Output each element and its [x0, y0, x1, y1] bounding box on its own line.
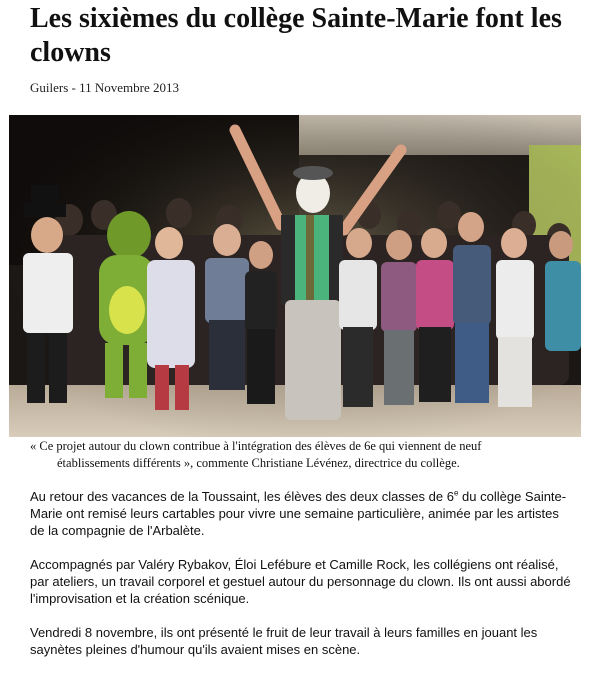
photo-caption [30, 438, 560, 472]
dateline: Guilers - 11 Novembre 2013 [30, 80, 179, 95]
photo-illustration [9, 115, 581, 437]
article-body [30, 488, 575, 675]
paragraph-3: Vendredi 8 novembre, ils ont présenté le fruit de leur travail à leurs familles en jouant les saynètes pleines d'humour qu'ils avaient mises en scène. [30, 625, 538, 657]
article-title: Les sixièmes du collège Sainte-Marie font les clowns [30, 3, 562, 68]
ordinal-sup: e [453, 488, 459, 498]
paragraph-1-end: du collège Sainte-Marie ont remisé leurs cartables pour vivre une semaine particulière, animée par les artistes de la compagnie de l'Arbalète. [30, 489, 567, 538]
paragraph-1 [30, 488, 575, 539]
article-photo [9, 115, 581, 437]
paragraph-2: Accompagnés par Valéry Rybakov, Éloi Lefébure et Camille Rock, les collégiens ont réalisé, par ateliers, un travail corporel et gestuel autour du personnage du clown. Ils ont aussi abordé l'improvisation et la création scénique. [30, 557, 571, 606]
paragraph-1-start: Au retour des vacances de la Toussaint, les élèves des deux classes de 6 [30, 489, 454, 504]
caption-line-2: établissements différents », commente Christiane Lévénez, directrice du collège. [57, 456, 460, 470]
caption-line-1: « Ce projet autour du clown contribue à l'intégration des élèves de 6e qui viennent de neuf [30, 439, 482, 453]
